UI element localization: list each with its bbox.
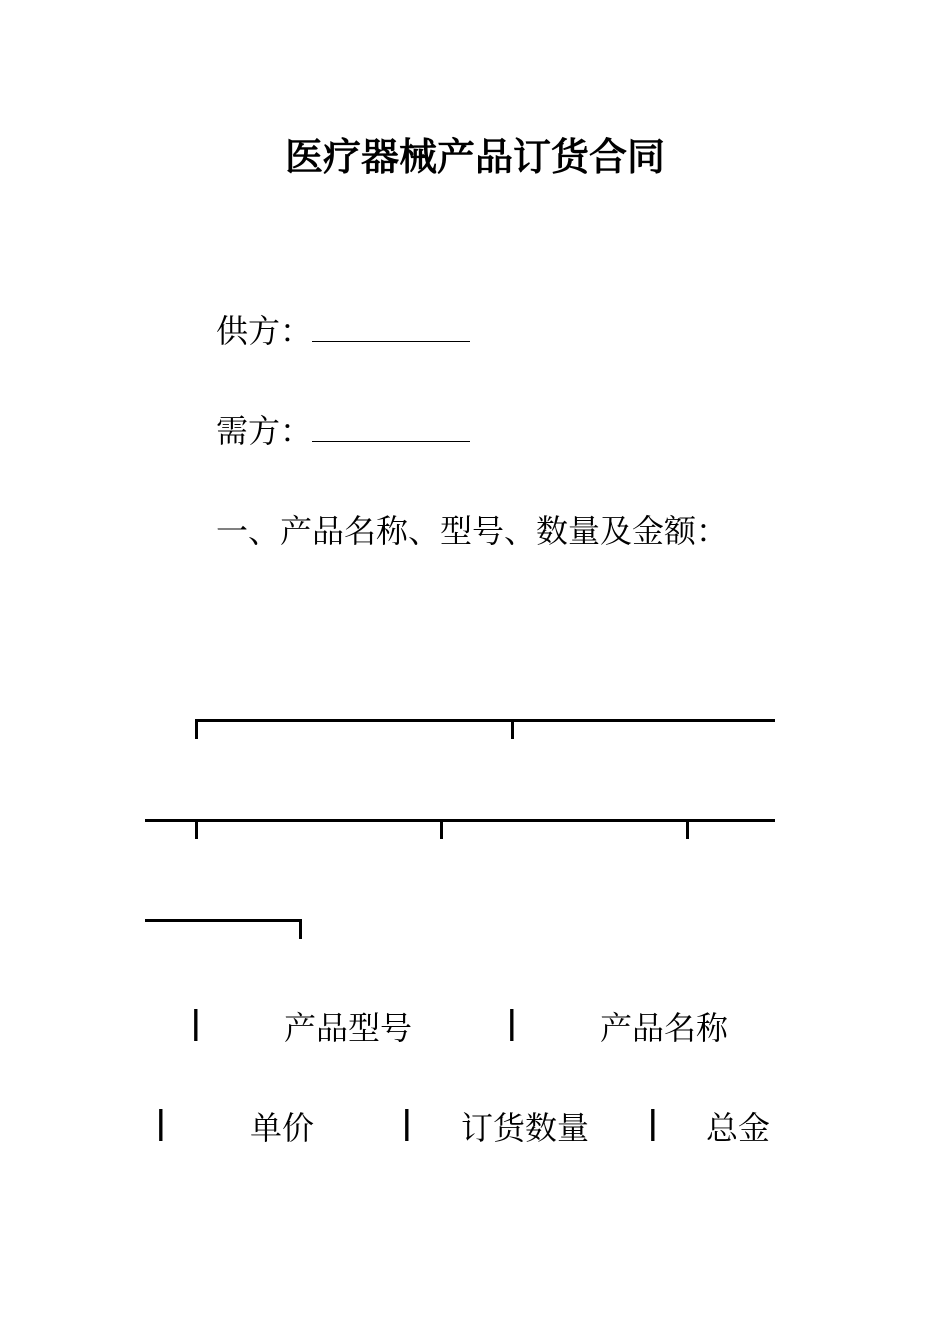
table-header-cell: 总金: [706, 1109, 771, 1147]
table-column-tick: [195, 819, 198, 839]
table-middle-rule: [145, 819, 775, 822]
table-corner-tick: [195, 719, 198, 739]
table-separator: |: [401, 1103, 413, 1141]
section-heading: 一、产品名称、型号、数量及金额：: [216, 512, 729, 550]
table-column-tick: [440, 819, 443, 839]
buyer-blank-field[interactable]: [312, 413, 470, 442]
table-corner-tick: [299, 919, 302, 939]
document-title: 医疗器械产品订货合同: [284, 134, 665, 179]
table-column-tick: [686, 819, 689, 839]
supplier-line: [216, 306, 470, 352]
buyer-line: [216, 406, 470, 452]
table-separator: |: [506, 1003, 518, 1041]
table-separator: |: [155, 1103, 167, 1141]
buyer-label: 需方：: [216, 412, 313, 450]
table-header-cell: 单价: [250, 1109, 315, 1147]
table-top-rule: [196, 719, 775, 722]
table-column-tick: [511, 719, 514, 739]
supplier-blank-field[interactable]: [312, 313, 470, 342]
table-separator: |: [190, 1003, 202, 1041]
table-header-cell: 订货数量: [461, 1109, 590, 1147]
supplier-label: 供方：: [216, 312, 313, 350]
table-lower-rule: [145, 919, 302, 922]
table-header-cell: 产品型号: [284, 1009, 413, 1047]
table-header-cell: 产品名称: [600, 1009, 729, 1047]
table-separator: |: [647, 1103, 659, 1141]
